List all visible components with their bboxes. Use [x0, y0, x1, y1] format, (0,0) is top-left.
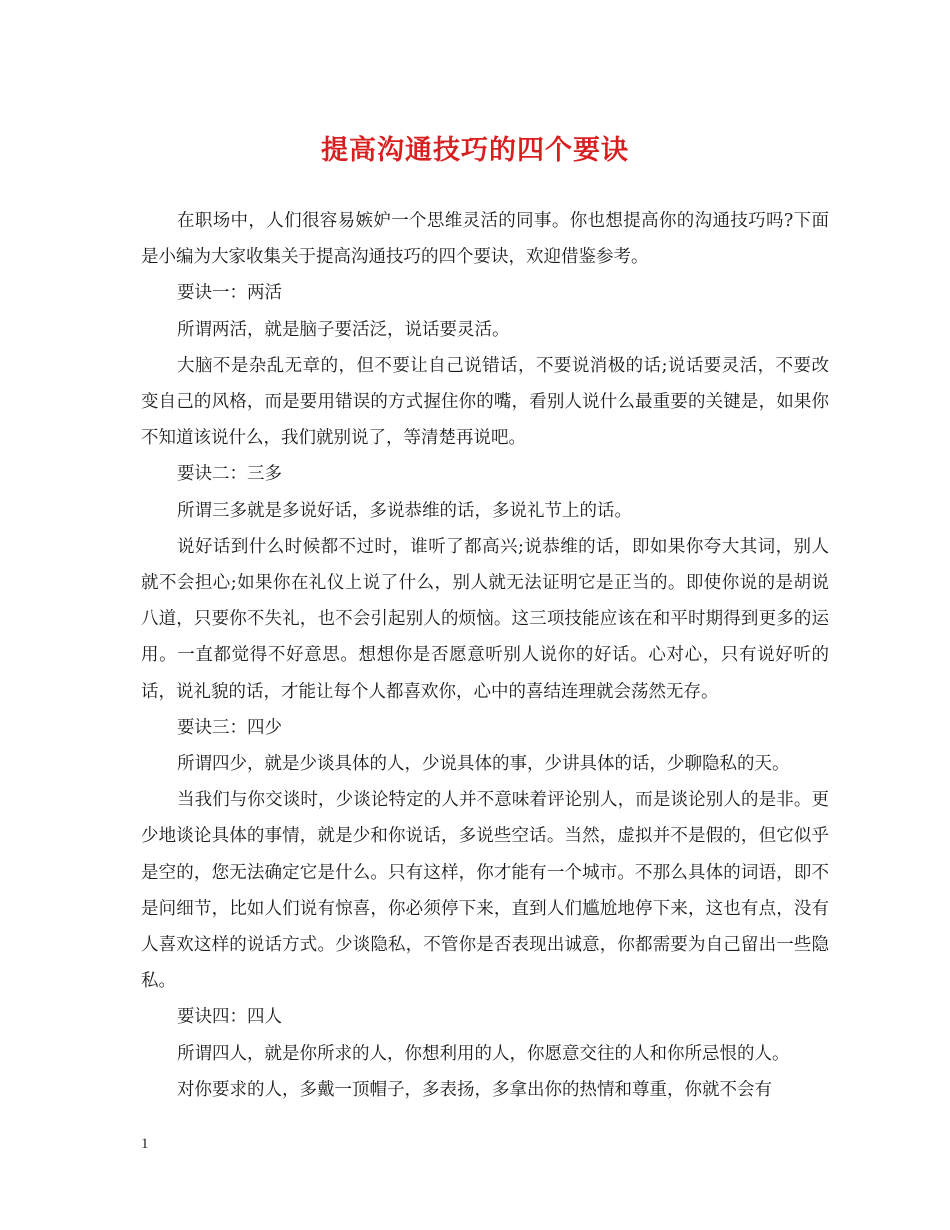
paragraph: 所谓三多就是多说好话，多说恭维的话，多说礼节上的话。: [177, 500, 632, 521]
section-heading-3: 要诀三：四少: [177, 717, 282, 738]
paragraph: 大脑不是杂乱无章的，但不要让自己说错话，不要说消极的话;说话要灵活，不要改变自己的风格，而是要用错误的方式握住你的嘴，看别人说什么最重要的关键是，如果你不知道该说什么，我们就别说了，等清楚再说吧。: [141, 355, 829, 449]
paragraph-intro: 在职场中，人们很容易嫉妒一个思维灵活的同事。你也想提高你的沟通技巧吗?下面是小编为大家收集关于提高沟通技巧的四个要诀，欢迎借鉴参考。: [141, 211, 829, 268]
paragraph: 所谓四人，就是你所求的人，你想利用的人，你愿意交往的人和你所忌恨的人。: [177, 1043, 790, 1064]
paragraph: 所谓四少，就是少谈具体的人，少说具体的事，少讲具体的话，少聊隐私的天。: [177, 754, 790, 775]
section-heading-2: 要诀二：三多: [177, 464, 282, 485]
document-title: 提高沟通技巧的四个要诀: [321, 135, 629, 166]
paragraph: 对你要求的人，多戴一顶帽子，多表扬，多拿出你的热情和尊重，你就不会有: [177, 1079, 772, 1100]
paragraph: 说好话到什么时候都不过时，谁听了都高兴;说恭维的话，即如果你夸大其词，别人就不会担心;如果你在礼仪上说了什么，别人就无法证明它是正当的。即使你说的是胡说八道，只要你不失礼，也不会引起别人的烦恼。这三项技能应该在和平时期得到更多的运用。一直都觉得不好意思。想想你是否愿意听别人说你的好话。心对心，只有说好听的话，说礼貌的话，才能让每个人都喜欢你，心中的喜结连理就会荡然无存。: [141, 536, 829, 702]
section-heading-1: 要诀一：两活: [177, 283, 282, 304]
paragraph: 当我们与你交谈时，少谈论特定的人并不意味着评论别人，而是谈论别人的是非。更少地谈论具体的事情，就是少和你说话，多说些空话。当然，虚拟并不是假的，但它似乎是空的，您无法确定它是什么。只有这样，你才能有一个城市。不那么具体的词语，即不是问细节，比如人们说有惊喜，你必须停下来，直到人们尴尬地停下来，这也有点，没有人喜欢这样的说话方式。少谈隐私，不管你是否表现出诚意，你都需要为自己留出一些隐私。: [141, 790, 829, 992]
paragraph: 所谓两活，就是脑子要活泛，说话要灵活。: [177, 319, 510, 340]
section-heading-4: 要诀四：四人: [177, 1007, 282, 1028]
document-body: [141, 203, 829, 1108]
page-number: 1: [141, 1136, 149, 1152]
